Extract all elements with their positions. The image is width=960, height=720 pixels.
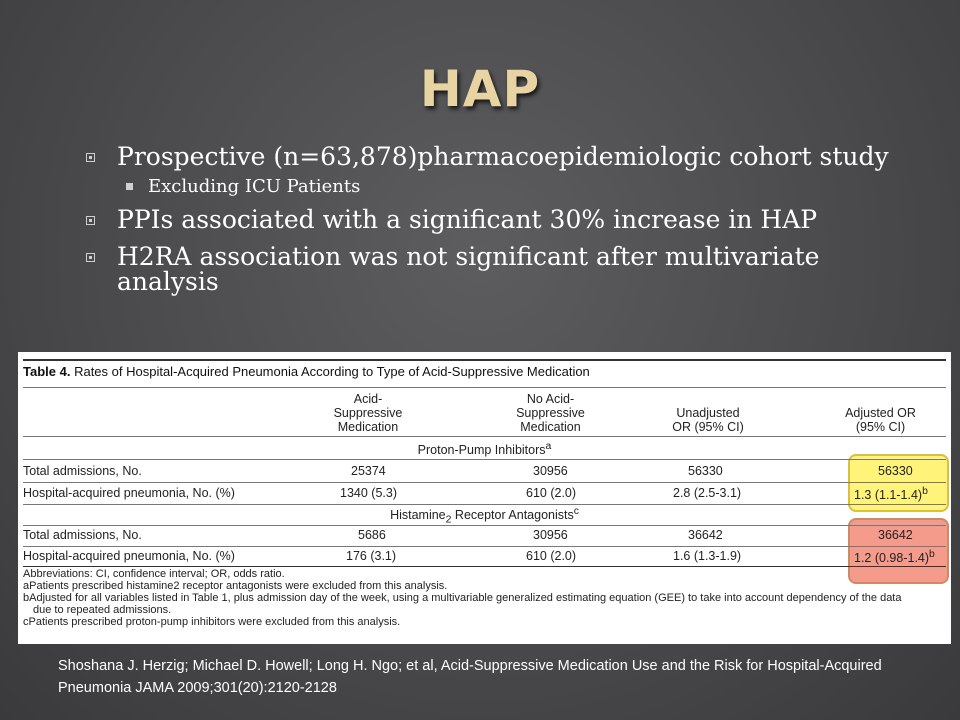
- table-cell: 610 (2.0): [526, 486, 577, 500]
- section-title: Proton-Pump Inhibitors$^a$: [417, 441, 552, 458]
- column-header: Unadjusted OR (95% CI): [672, 406, 744, 434]
- column-header: No Acid- Suppressive Medication: [516, 392, 585, 434]
- table-cell: 56330: [688, 464, 723, 478]
- table-cell: 1340 (5.3): [340, 486, 397, 500]
- footnote: bAdjusted for all variables listed in Table 1, plus admission day of the week, using a multivariable generalized estimating equation (GEE) to take into account dependency of the data: [23, 592, 902, 604]
- bullet-text: H2RA association was not significant after multivariate analysis: [117, 242, 820, 296]
- bullet-item: [86, 207, 916, 232]
- square-bullet-icon: [86, 216, 95, 225]
- table-cell: 30956: [533, 464, 568, 478]
- table-rule: [23, 546, 946, 547]
- footnote: due to repeated admissions.: [33, 604, 172, 616]
- bullet-text: PPIs associated with a significant 30% increase in HAP: [117, 205, 818, 234]
- table-cell: 56330: [878, 464, 913, 478]
- table-footnotes: [23, 568, 948, 628]
- table-cell: 36642: [878, 528, 913, 542]
- citation: Shoshana J. Herzig; Michael D. Howell; Long H. Ngo; et al, Acid-Suppressive Medication Use and the Risk for Hospital-Acquired Pneumonia JAMA 2009;301(20):2120-2128: [58, 658, 882, 696]
- footnote: Abbreviations: CI, confidence interval; OR, odds ratio.: [23, 568, 285, 580]
- square-bullet-icon: [86, 253, 95, 262]
- table-cell: 176 (3.1): [346, 549, 397, 563]
- table-label: Table 4.: [23, 364, 71, 379]
- slide-title: HAP: [419, 60, 541, 118]
- row-label: Hospital-acquired pneumonia, No. (%): [23, 549, 235, 563]
- table-rule: [23, 459, 946, 460]
- table-rule: [23, 504, 946, 505]
- table-rule: [23, 482, 946, 483]
- row-label: Total admissions, No.: [23, 528, 142, 542]
- square-bullet-icon: [86, 153, 95, 162]
- table-rule: [23, 566, 946, 567]
- footnote: aPatients prescribed histamine2 receptor antagonists were excluded from this analysis.: [23, 580, 448, 592]
- table-top-rule: [23, 359, 946, 361]
- small-square-bullet-icon: [126, 183, 133, 190]
- table-cell: 36642: [688, 528, 723, 542]
- table-cell: 1.3 $(1.1-1.4)^b$: [854, 486, 928, 503]
- table-cell: 1.2 $(0.98-1.4)^b$: [854, 549, 935, 566]
- table-rule: [23, 525, 946, 526]
- table-title: [23, 364, 590, 379]
- results-table: [18, 352, 951, 644]
- sub-bullet-text: Excluding ICU Patients: [148, 176, 361, 197]
- sub-bullet-item: [86, 177, 916, 197]
- row-label: Hospital-acquired pneumonia, No. (%): [23, 486, 235, 500]
- table-cell: 25374: [351, 464, 386, 478]
- table-cell: 610 (2.0): [526, 549, 577, 563]
- bullet-text: Prospective (n=63,878)pharmacoepidemiologic cohort study: [117, 142, 889, 171]
- column-header: Adjusted OR (95% CI): [845, 406, 916, 434]
- footnote: cPatients prescribed proton-pump inhibitors were excluded from this analysis.: [23, 616, 401, 628]
- bullet-item: [86, 144, 916, 169]
- table-caption: Rates of Hospital-Acquired Pneumonia According to Type of Acid-Suppressive Medication: [74, 364, 590, 379]
- bullet-item: [86, 244, 916, 294]
- bullet-list: [86, 144, 916, 306]
- section-title: Histamine$_2$ Receptor Antagonists$^c$: [390, 506, 579, 526]
- table-rule: [23, 387, 946, 388]
- column-header: Acid- Suppressive Medication: [333, 392, 403, 434]
- row-label: Total admissions, No.: [23, 464, 142, 478]
- table-cell: 1.6 (1.3-1.9): [673, 549, 742, 563]
- table-cell: 2.8 (2.5-3.1): [673, 486, 742, 500]
- table-rule: [23, 436, 946, 437]
- table-cell: 5686: [358, 528, 386, 542]
- table-cell: 30956: [533, 528, 568, 542]
